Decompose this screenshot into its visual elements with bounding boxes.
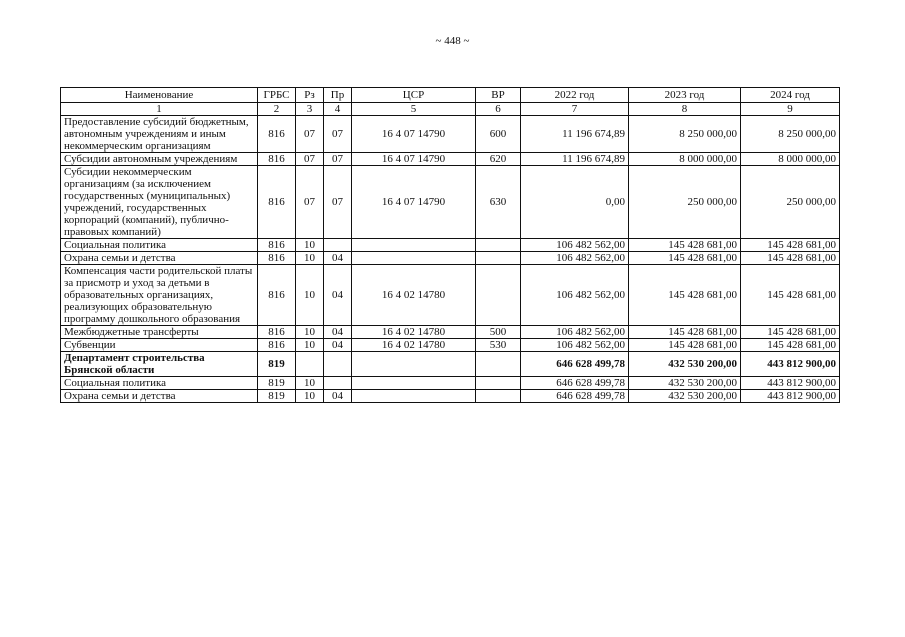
amount-2023: 8 250 000,00: [629, 116, 741, 153]
column-number: 6: [476, 103, 521, 116]
amount-2024: 443 812 900,00: [741, 352, 840, 377]
table-body: [61, 116, 840, 403]
rz-code: 07: [296, 166, 324, 239]
table-row: [61, 252, 840, 265]
header-cell: ЦСР: [352, 88, 476, 103]
rz-code: 07: [296, 153, 324, 166]
column-number: 7: [521, 103, 629, 116]
header-cell: Рз: [296, 88, 324, 103]
vr-code: [476, 352, 521, 377]
pr-code: 04: [324, 252, 352, 265]
amount-2022: 646 628 499,78: [521, 390, 629, 403]
rz-code: 10: [296, 377, 324, 390]
row-name: Субсидии автономным учреждениям: [61, 153, 258, 166]
row-name: Субвенции: [61, 339, 258, 352]
amount-2022: 106 482 562,00: [521, 326, 629, 339]
vr-code: [476, 252, 521, 265]
amount-2022: 106 482 562,00: [521, 265, 629, 326]
pr-code: 04: [324, 326, 352, 339]
column-number: 9: [741, 103, 840, 116]
vr-code: [476, 377, 521, 390]
vr-code: 600: [476, 116, 521, 153]
csr-code: 16 4 07 14790: [352, 116, 476, 153]
rz-code: 10: [296, 239, 324, 252]
table-row: [61, 390, 840, 403]
row-name: Департамент строительства Брянской области: [61, 352, 258, 377]
grbs-code: 819: [258, 352, 296, 377]
amount-2022: 106 482 562,00: [521, 339, 629, 352]
pr-code: 04: [324, 339, 352, 352]
header-cell: 2023 год: [629, 88, 741, 103]
column-number-row: [61, 103, 840, 116]
grbs-code: 819: [258, 390, 296, 403]
header-row: [61, 88, 840, 103]
amount-2024: 145 428 681,00: [741, 265, 840, 326]
header-cell: ВР: [476, 88, 521, 103]
table-row: [61, 153, 840, 166]
row-name: Предоставление субсидий бюджетным, автономным учреждениям и иным некоммерческим организациям: [61, 116, 258, 153]
rz-code: 10: [296, 252, 324, 265]
vr-code: 500: [476, 326, 521, 339]
grbs-code: 816: [258, 252, 296, 265]
pr-code: [324, 377, 352, 390]
pr-code: [324, 352, 352, 377]
header-cell: 2024 год: [741, 88, 840, 103]
table-row: [61, 377, 840, 390]
amount-2023: 145 428 681,00: [629, 326, 741, 339]
column-number: 8: [629, 103, 741, 116]
amount-2024: 145 428 681,00: [741, 252, 840, 265]
table-row: [61, 116, 840, 153]
grbs-code: 816: [258, 239, 296, 252]
csr-code: 16 4 07 14790: [352, 166, 476, 239]
amount-2022: 106 482 562,00: [521, 252, 629, 265]
amount-2024: 443 812 900,00: [741, 390, 840, 403]
amount-2022: 0,00: [521, 166, 629, 239]
csr-code: 16 4 07 14790: [352, 153, 476, 166]
vr-code: 620: [476, 153, 521, 166]
table-row: [61, 326, 840, 339]
vr-code: [476, 390, 521, 403]
vr-code: [476, 239, 521, 252]
amount-2022: 106 482 562,00: [521, 239, 629, 252]
grbs-code: 816: [258, 339, 296, 352]
amount-2022: 11 196 674,89: [521, 116, 629, 153]
column-number: 2: [258, 103, 296, 116]
amount-2023: 145 428 681,00: [629, 239, 741, 252]
csr-code: [352, 377, 476, 390]
header-cell: ГРБС: [258, 88, 296, 103]
column-number: 5: [352, 103, 476, 116]
grbs-code: 816: [258, 153, 296, 166]
amount-2024: 443 812 900,00: [741, 377, 840, 390]
grbs-code: 816: [258, 116, 296, 153]
row-name: Компенсация части родительской платы за присмотр и уход за детьми в образовательных организациях, реализующих образовательную программу дошкольного образования: [61, 265, 258, 326]
amount-2022: 11 196 674,89: [521, 153, 629, 166]
rz-code: [296, 352, 324, 377]
pr-code: 04: [324, 265, 352, 326]
column-number: 4: [324, 103, 352, 116]
pr-code: 07: [324, 153, 352, 166]
amount-2023: 432 530 200,00: [629, 390, 741, 403]
rz-code: 10: [296, 265, 324, 326]
vr-code: [476, 265, 521, 326]
amount-2023: 432 530 200,00: [629, 352, 741, 377]
grbs-code: 816: [258, 265, 296, 326]
amount-2023: 432 530 200,00: [629, 377, 741, 390]
column-number: 3: [296, 103, 324, 116]
row-name: Социальная политика: [61, 377, 258, 390]
amount-2024: 145 428 681,00: [741, 339, 840, 352]
amount-2023: 250 000,00: [629, 166, 741, 239]
pr-code: 07: [324, 166, 352, 239]
row-name: Субсидии некоммерческим организациям (за исключением государственных (муниципальных) учреждений, государственных корпораций (компаний), публично-правовых компаний): [61, 166, 258, 239]
amount-2023: 145 428 681,00: [629, 339, 741, 352]
grbs-code: 819: [258, 377, 296, 390]
pr-code: 07: [324, 116, 352, 153]
row-name: Межбюджетные трансферты: [61, 326, 258, 339]
vr-code: 630: [476, 166, 521, 239]
csr-code: [352, 239, 476, 252]
rz-code: 10: [296, 339, 324, 352]
csr-code: [352, 352, 476, 377]
amount-2022: 646 628 499,78: [521, 352, 629, 377]
header-cell: Пр: [324, 88, 352, 103]
table-row: [61, 166, 840, 239]
row-name: Социальная политика: [61, 239, 258, 252]
budget-table: [60, 87, 840, 403]
amount-2023: 145 428 681,00: [629, 265, 741, 326]
rz-code: 10: [296, 390, 324, 403]
amount-2024: 145 428 681,00: [741, 326, 840, 339]
column-number: 1: [61, 103, 258, 116]
amount-2024: 8 000 000,00: [741, 153, 840, 166]
grbs-code: 816: [258, 166, 296, 239]
pr-code: [324, 239, 352, 252]
table-row: [61, 339, 840, 352]
amount-2024: 145 428 681,00: [741, 239, 840, 252]
vr-code: 530: [476, 339, 521, 352]
row-name: Охрана семьи и детства: [61, 252, 258, 265]
page-number: ~ 448 ~: [435, 35, 470, 47]
grbs-code: 816: [258, 326, 296, 339]
csr-code: [352, 390, 476, 403]
amount-2023: 8 000 000,00: [629, 153, 741, 166]
csr-code: 16 4 02 14780: [352, 339, 476, 352]
row-name: Охрана семьи и детства: [61, 390, 258, 403]
table-row: [61, 239, 840, 252]
rz-code: 07: [296, 116, 324, 153]
amount-2022: 646 628 499,78: [521, 377, 629, 390]
amount-2024: 8 250 000,00: [741, 116, 840, 153]
csr-code: [352, 252, 476, 265]
csr-code: 16 4 02 14780: [352, 326, 476, 339]
csr-code: 16 4 02 14780: [352, 265, 476, 326]
amount-2023: 145 428 681,00: [629, 252, 741, 265]
header-cell: 2022 год: [521, 88, 629, 103]
pr-code: 04: [324, 390, 352, 403]
table-row: [61, 352, 840, 377]
header-cell: Наименование: [61, 88, 258, 103]
rz-code: 10: [296, 326, 324, 339]
amount-2024: 250 000,00: [741, 166, 840, 239]
table-row: [61, 265, 840, 326]
